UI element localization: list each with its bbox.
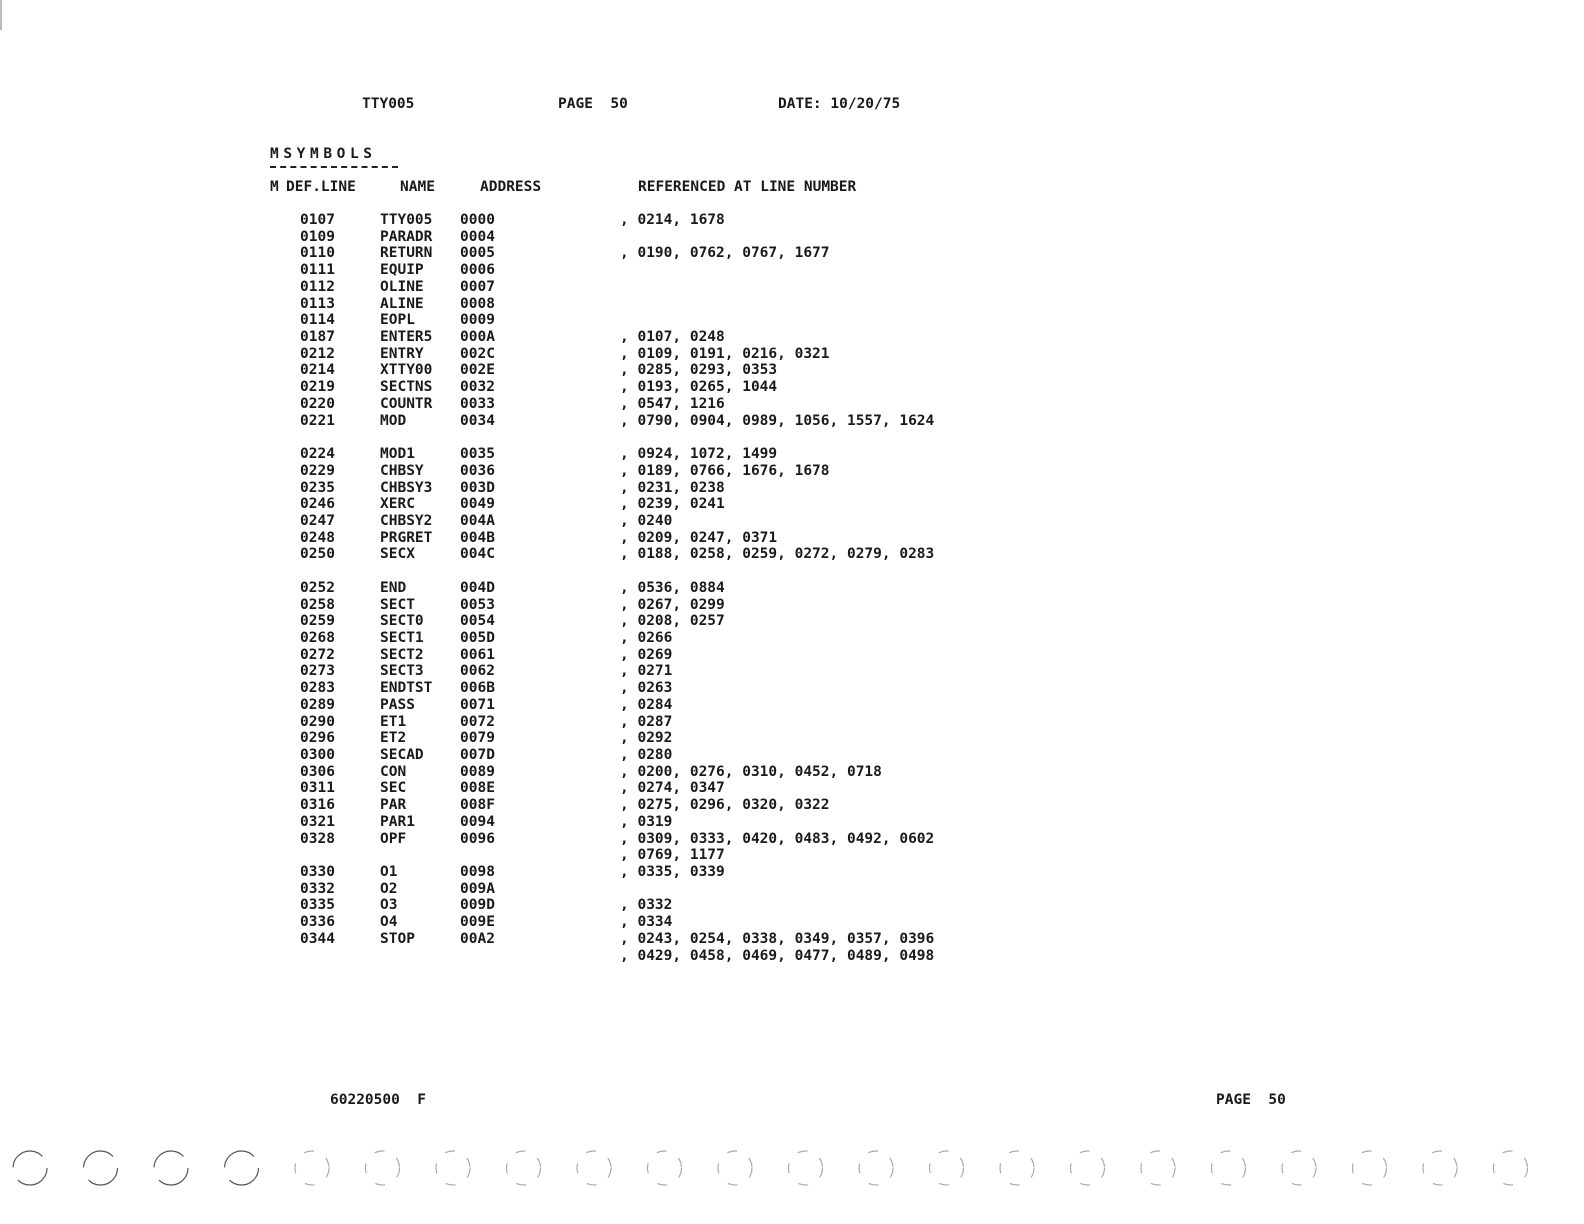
- name-cell: XERC: [380, 496, 415, 513]
- name-cell: CHBSY: [380, 462, 424, 479]
- references-cell: , 0335, 0339: [620, 864, 725, 881]
- def-line-cell: 0109: [300, 228, 335, 245]
- header-date: DATE: 10/20/75: [778, 96, 901, 112]
- table-row: [0, 279, 1584, 296]
- feed-hole: [648, 1151, 682, 1185]
- table-row: [0, 730, 1584, 747]
- table-row: [0, 312, 1584, 329]
- references-cell: , 0107, 0248: [620, 329, 725, 346]
- references-cell: , 0284: [620, 696, 673, 713]
- name-cell: OPF: [380, 830, 407, 847]
- table-row: [0, 546, 1584, 563]
- name-cell: SECT2: [380, 646, 424, 663]
- table-row: [0, 780, 1584, 797]
- table-row: [0, 680, 1584, 697]
- def-line-cell: 0112: [300, 278, 335, 295]
- column-header-name: NAME: [400, 179, 435, 195]
- references-cell: , 0924, 1072, 1499: [620, 446, 778, 463]
- address-cell: 009D: [460, 897, 495, 914]
- def-line-cell: 0111: [300, 262, 335, 279]
- address-cell: 0072: [460, 713, 495, 730]
- symbol-table: [0, 212, 1584, 964]
- references-cell: , 0769, 1177: [620, 847, 725, 864]
- references-cell: , 0547, 1216: [620, 395, 725, 412]
- address-cell: 002C: [460, 345, 495, 362]
- name-cell: SECT3: [380, 663, 424, 680]
- references-cell: , 0309, 0333, 0420, 0483, 0492, 0602: [620, 830, 935, 847]
- feed-hole: [1282, 1151, 1316, 1185]
- name-cell: MOD: [380, 412, 407, 429]
- feed-hole: [13, 1151, 47, 1185]
- def-line-cell: 0268: [300, 629, 335, 646]
- address-cell: 00A2: [460, 930, 495, 947]
- table-row: [0, 814, 1584, 831]
- feed-hole: [789, 1151, 823, 1185]
- references-cell: , 0190, 0762, 0767, 1677: [620, 245, 830, 262]
- def-line-cell: 0214: [300, 362, 335, 379]
- address-cell: 004D: [460, 579, 495, 596]
- def-line-cell: 0344: [300, 930, 335, 947]
- address-cell: 002E: [460, 362, 495, 379]
- table-row: [0, 881, 1584, 898]
- address-cell: 0032: [460, 379, 495, 396]
- name-cell: STOP: [380, 930, 415, 947]
- name-cell: PASS: [380, 696, 415, 713]
- references-cell: , 0275, 0296, 0320, 0322: [620, 797, 830, 814]
- address-cell: 004C: [460, 546, 495, 563]
- def-line-cell: 0316: [300, 797, 335, 814]
- name-cell: PARADR: [380, 228, 433, 245]
- table-row: [0, 797, 1584, 814]
- name-cell: XTTY00: [380, 362, 433, 379]
- address-cell: 009E: [460, 914, 495, 931]
- address-cell: 0009: [460, 312, 495, 329]
- def-line-cell: 0252: [300, 579, 335, 596]
- references-cell: , 0287: [620, 713, 673, 730]
- table-gap: [0, 563, 1584, 580]
- table-row: [0, 362, 1584, 379]
- def-line-cell: 0259: [300, 613, 335, 630]
- address-cell: 0036: [460, 462, 495, 479]
- feed-hole: [295, 1151, 329, 1185]
- references-cell: , 0263: [620, 680, 673, 697]
- name-cell: END: [380, 579, 407, 596]
- def-line-cell: 0187: [300, 329, 335, 346]
- address-cell: 0034: [460, 412, 495, 429]
- table-row: [0, 580, 1584, 597]
- references-cell: , 0239, 0241: [620, 496, 725, 513]
- name-cell: O4: [380, 914, 398, 931]
- name-cell: SECT0: [380, 613, 424, 630]
- references-cell: , 0266: [620, 629, 673, 646]
- table-row: [0, 346, 1584, 363]
- table-row: [0, 496, 1584, 513]
- table-row: [0, 864, 1584, 881]
- feed-hole: [1000, 1151, 1034, 1185]
- name-cell: SECTNS: [380, 379, 433, 396]
- address-cell: 0053: [460, 596, 495, 613]
- references-cell: , 0208, 0257: [620, 613, 725, 630]
- table-row: [0, 747, 1584, 764]
- table-row: [0, 413, 1584, 430]
- address-cell: 008E: [460, 780, 495, 797]
- feed-hole: [225, 1151, 259, 1185]
- address-cell: 0079: [460, 730, 495, 747]
- address-cell: 0096: [460, 830, 495, 847]
- name-cell: ENTER5: [380, 329, 433, 346]
- feed-hole: [930, 1151, 964, 1185]
- name-cell: O3: [380, 897, 398, 914]
- feed-hole: [154, 1151, 188, 1185]
- address-cell: 0054: [460, 613, 495, 630]
- address-cell: 0061: [460, 646, 495, 663]
- references-cell: , 0214, 1678: [620, 212, 725, 228]
- footer-document-number: 60220500 F: [330, 1092, 427, 1108]
- def-line-cell: 0311: [300, 780, 335, 797]
- name-cell: PAR1: [380, 813, 415, 830]
- def-line-cell: 0332: [300, 880, 335, 897]
- name-cell: ALINE: [380, 295, 424, 312]
- address-cell: 0049: [460, 496, 495, 513]
- address-cell: 005D: [460, 629, 495, 646]
- references-cell: , 0109, 0191, 0216, 0321: [620, 345, 830, 362]
- table-row: [0, 296, 1584, 313]
- address-cell: 0033: [460, 395, 495, 412]
- references-cell: , 0200, 0276, 0310, 0452, 0718: [620, 763, 882, 780]
- header-program-name: TTY005: [362, 96, 415, 112]
- feed-hole: [1141, 1151, 1175, 1185]
- def-line-cell: 0221: [300, 412, 335, 429]
- name-cell: EOPL: [380, 312, 415, 329]
- table-gap: [0, 429, 1584, 446]
- name-cell: SECT: [380, 596, 415, 613]
- feed-hole: [1423, 1151, 1457, 1185]
- def-line-cell: 0235: [300, 479, 335, 496]
- table-row: [0, 446, 1584, 463]
- def-line-cell: 0330: [300, 864, 335, 881]
- references-cell: , 0243, 0254, 0338, 0349, 0357, 0396: [620, 930, 935, 947]
- def-line-cell: 0290: [300, 713, 335, 730]
- def-line-cell: 0289: [300, 696, 335, 713]
- column-header-def-line: DEF.LINE: [286, 179, 356, 195]
- feed-hole: [366, 1151, 400, 1185]
- table-row: [0, 513, 1584, 530]
- section-title-underline: [270, 166, 398, 168]
- def-line-cell: 0110: [300, 245, 335, 262]
- references-cell: , 0536, 0884: [620, 579, 725, 596]
- address-cell: 009A: [460, 880, 495, 897]
- references-cell: , 0267, 0299: [620, 596, 725, 613]
- table-row: [0, 714, 1584, 731]
- name-cell: SEC: [380, 780, 407, 797]
- def-line-cell: 0335: [300, 897, 335, 914]
- name-cell: TTY005: [380, 212, 433, 228]
- name-cell: SECX: [380, 546, 415, 563]
- table-row: [0, 897, 1584, 914]
- def-line-cell: 0247: [300, 512, 335, 529]
- references-cell: , 0209, 0247, 0371: [620, 529, 778, 546]
- references-cell: , 0231, 0238: [620, 479, 725, 496]
- table-row: [0, 245, 1584, 262]
- references-cell: , 0193, 0265, 1044: [620, 379, 778, 396]
- def-line-cell: 0300: [300, 747, 335, 763]
- def-line-cell: 0273: [300, 663, 335, 680]
- table-row: [0, 396, 1584, 413]
- table-row: [0, 831, 1584, 848]
- address-cell: 008F: [460, 797, 495, 814]
- def-line-cell: 0272: [300, 646, 335, 663]
- def-line-cell: 0107: [300, 212, 335, 228]
- name-cell: MOD1: [380, 446, 415, 463]
- column-header-address: ADDRESS: [480, 179, 542, 195]
- def-line-cell: 0220: [300, 395, 335, 412]
- references-cell: , 0334: [620, 914, 673, 931]
- name-cell: ENTRY: [380, 345, 424, 362]
- name-cell: CHBSY3: [380, 479, 433, 496]
- def-line-cell: 0229: [300, 462, 335, 479]
- table-row: [0, 262, 1584, 279]
- address-cell: 004B: [460, 529, 495, 546]
- address-cell: 0007: [460, 278, 495, 295]
- address-cell: 0004: [460, 228, 495, 245]
- name-cell: ENDTST: [380, 680, 433, 697]
- name-cell: CHBSY2: [380, 512, 433, 529]
- address-cell: 0062: [460, 663, 495, 680]
- name-cell: CON: [380, 763, 407, 780]
- table-row: [0, 948, 1584, 965]
- feed-hole: [1071, 1151, 1105, 1185]
- def-line-cell: 0113: [300, 295, 335, 312]
- def-line-cell: 0336: [300, 914, 335, 931]
- name-cell: O1: [380, 864, 398, 881]
- feed-hole: [1212, 1151, 1246, 1185]
- page-edge: [0, 0, 2, 30]
- feed-hole: [84, 1151, 118, 1185]
- table-row: [0, 931, 1584, 948]
- name-cell: PAR: [380, 797, 407, 814]
- name-cell: RETURN: [380, 245, 433, 262]
- address-cell: 0094: [460, 813, 495, 830]
- table-row: [0, 630, 1584, 647]
- references-cell: , 0280: [620, 747, 673, 763]
- references-cell: , 0240: [620, 512, 673, 529]
- table-row: [0, 329, 1584, 346]
- address-cell: 007D: [460, 747, 495, 763]
- name-cell: EQUIP: [380, 262, 424, 279]
- table-row: [0, 480, 1584, 497]
- name-cell: SECAD: [380, 747, 424, 763]
- name-cell: COUNTR: [380, 395, 433, 412]
- def-line-cell: 0224: [300, 446, 335, 463]
- address-cell: 000A: [460, 329, 495, 346]
- references-cell: , 0790, 0904, 0989, 1056, 1557, 1624: [620, 412, 935, 429]
- name-cell: ET1: [380, 713, 407, 730]
- def-line-cell: 0306: [300, 763, 335, 780]
- def-line-cell: 0321: [300, 813, 335, 830]
- name-cell: O2: [380, 880, 398, 897]
- def-line-cell: 0296: [300, 730, 335, 747]
- feed-hole: [1353, 1151, 1387, 1185]
- table-row: [0, 613, 1584, 630]
- references-cell: , 0285, 0293, 0353: [620, 362, 778, 379]
- references-cell: , 0332: [620, 897, 673, 914]
- feed-hole: [1494, 1151, 1528, 1185]
- feed-hole: [577, 1151, 611, 1185]
- address-cell: 0005: [460, 245, 495, 262]
- def-line-cell: 0328: [300, 830, 335, 847]
- references-cell: , 0319: [620, 813, 673, 830]
- table-row: [0, 663, 1584, 680]
- footer-page-number: PAGE 50: [1216, 1092, 1286, 1108]
- table-row: [0, 212, 1584, 229]
- references-cell: , 0271: [620, 663, 673, 680]
- def-line-cell: 0250: [300, 546, 335, 563]
- def-line-cell: 0248: [300, 529, 335, 546]
- def-line-cell: 0283: [300, 680, 335, 697]
- column-header-referenced: REFERENCED AT LINE NUMBER: [638, 179, 857, 195]
- table-row: [0, 647, 1584, 664]
- address-cell: 0035: [460, 446, 495, 463]
- feed-hole: [507, 1151, 541, 1185]
- def-line-cell: 0219: [300, 379, 335, 396]
- feed-hole: [436, 1151, 470, 1185]
- feed-hole: [718, 1151, 752, 1185]
- table-row: [0, 463, 1584, 480]
- address-cell: 0071: [460, 696, 495, 713]
- name-cell: PRGRET: [380, 529, 433, 546]
- table-row: [0, 764, 1584, 781]
- def-line-cell: 0258: [300, 596, 335, 613]
- references-cell: , 0188, 0258, 0259, 0272, 0279, 0283: [620, 546, 935, 563]
- references-cell: , 0292: [620, 730, 673, 747]
- address-cell: 0089: [460, 763, 495, 780]
- address-cell: 0008: [460, 295, 495, 312]
- column-header-m: M: [270, 179, 279, 195]
- name-cell: ET2: [380, 730, 407, 747]
- header-page-number: PAGE 50: [558, 96, 628, 112]
- references-cell: , 0274, 0347: [620, 780, 725, 797]
- feed-hole: [859, 1151, 893, 1185]
- table-row: [0, 697, 1584, 714]
- table-row: [0, 847, 1584, 864]
- table-row: [0, 530, 1584, 547]
- table-row: [0, 229, 1584, 246]
- references-cell: , 0269: [620, 646, 673, 663]
- address-cell: 003D: [460, 479, 495, 496]
- address-cell: 0000: [460, 212, 495, 228]
- address-cell: 006B: [460, 680, 495, 697]
- def-line-cell: 0212: [300, 345, 335, 362]
- def-line-cell: 0114: [300, 312, 335, 329]
- tractor-feed-holes: [0, 1146, 1584, 1196]
- references-cell: , 0429, 0458, 0469, 0477, 0489, 0498: [620, 947, 935, 964]
- def-line-cell: 0246: [300, 496, 335, 513]
- table-row: [0, 914, 1584, 931]
- address-cell: 0098: [460, 864, 495, 881]
- section-title: MSYMBOLS: [270, 146, 377, 162]
- table-row: [0, 597, 1584, 614]
- references-cell: , 0189, 0766, 1676, 1678: [620, 462, 830, 479]
- address-cell: 0006: [460, 262, 495, 279]
- name-cell: OLINE: [380, 278, 424, 295]
- table-row: [0, 379, 1584, 396]
- address-cell: 004A: [460, 512, 495, 529]
- name-cell: SECT1: [380, 629, 424, 646]
